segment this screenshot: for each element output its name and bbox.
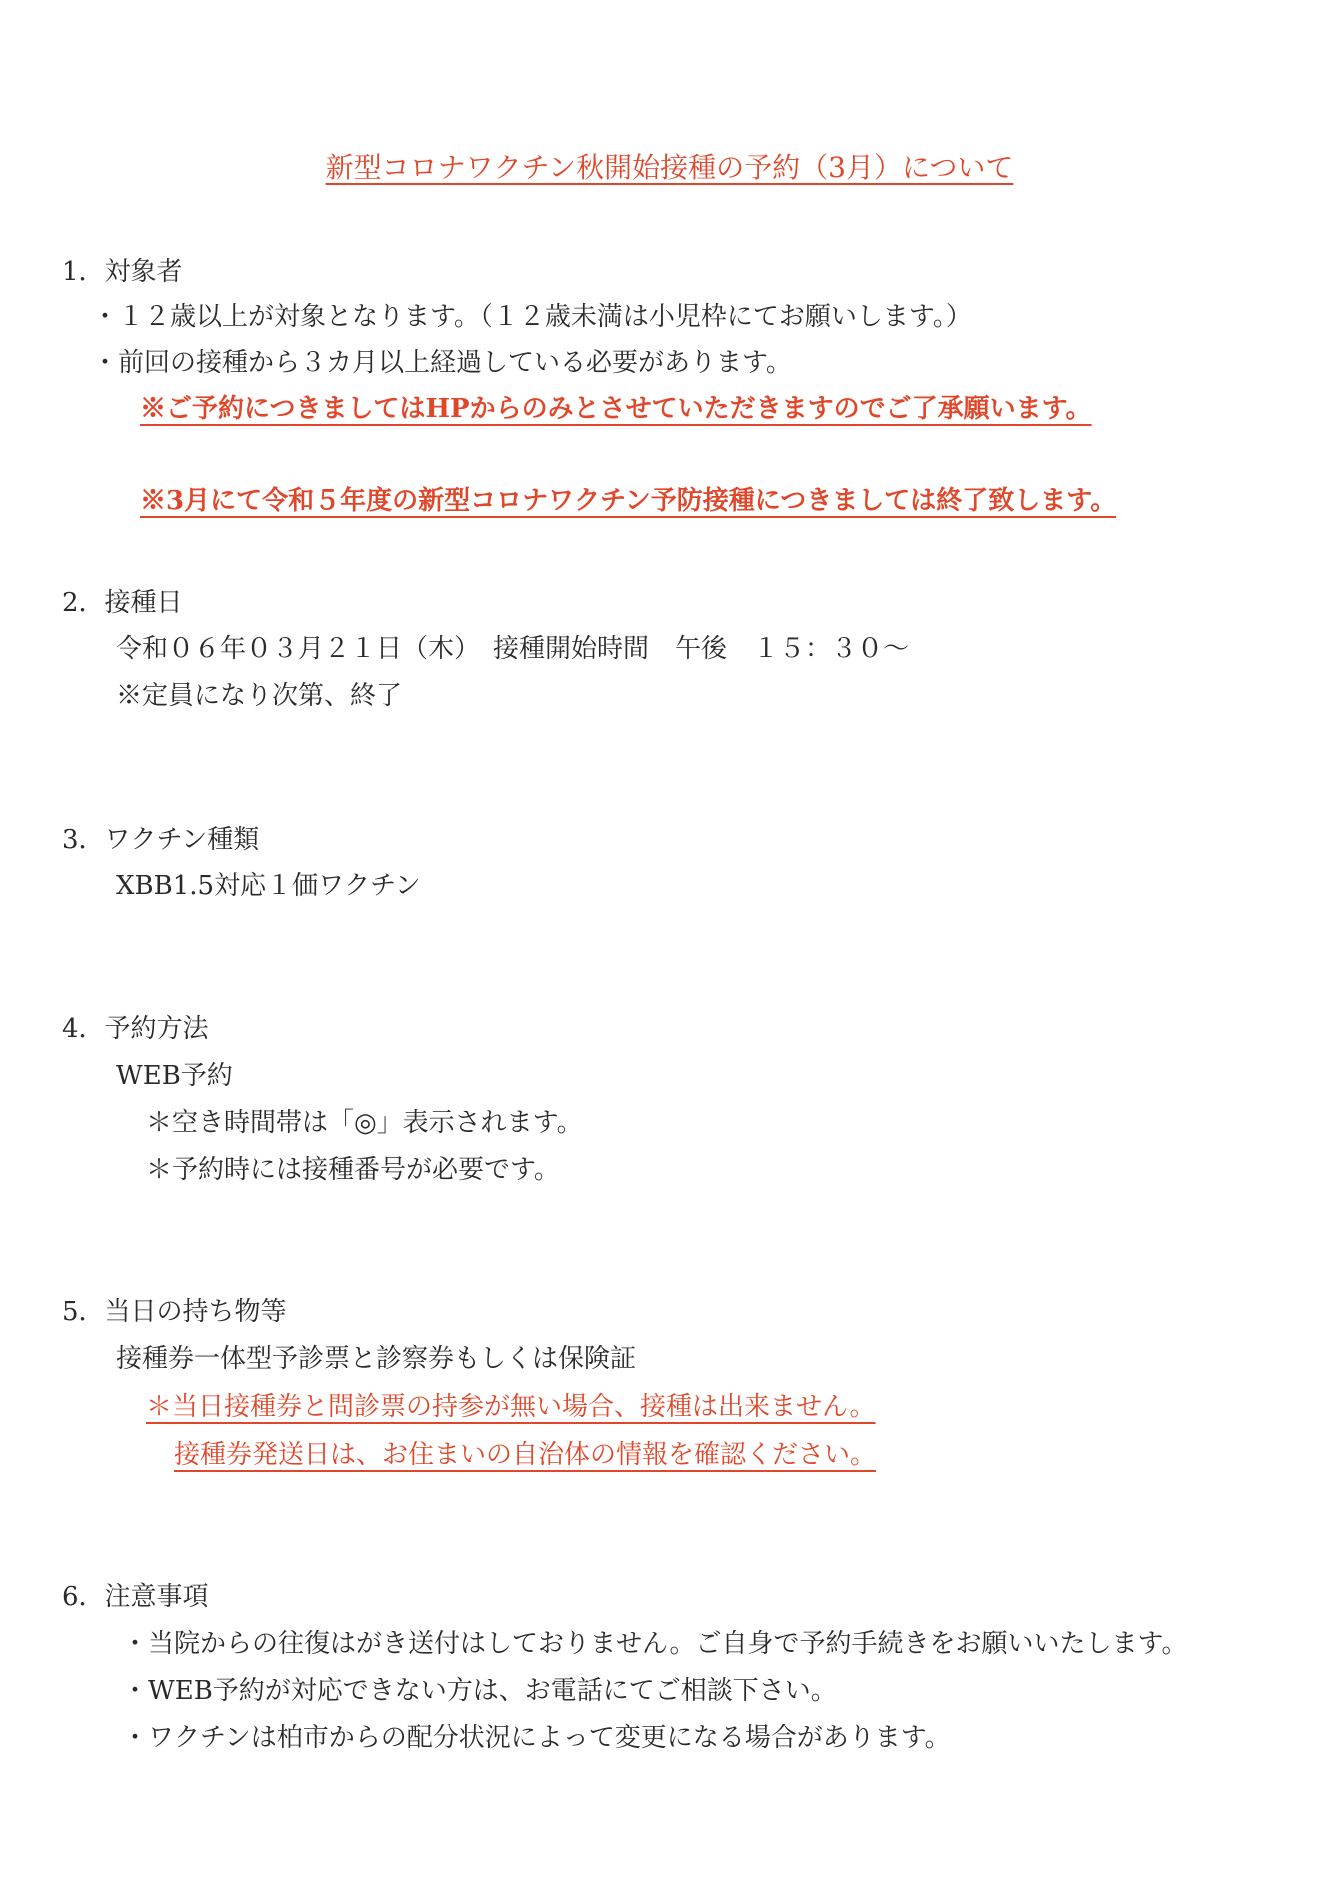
- section4-note-number: ＊予約時には接種番号が必要です。: [146, 1155, 560, 1185]
- section6-note-postcard: ・当院からの往復はがき送付はしておりません。ご自身で予約手続きをお願いいたします。: [122, 1629, 1188, 1659]
- document-title-text: 新型コロナワクチン秋開始接種の予約（3月）について: [325, 151, 1014, 184]
- section3-heading: 3．ワクチン種類: [62, 825, 260, 855]
- section1-bullet-interval: ・前回の接種から３カ月以上経過している必要があります。: [92, 348, 792, 378]
- section5-warning-missing: ＊当日接種券と問診票の持参が無い場合、接種は出来ません。: [146, 1392, 876, 1422]
- section1-bullet-age: ・１２歳以上が対象となります。（１２歳未満は小児枠にてお願いします。）: [92, 302, 972, 332]
- section1-notice-program-end: ※3月にて令和５年度の新型コロナワクチン予防接種につきましては終了致します。: [140, 486, 1117, 516]
- section1-heading: 1．対象者: [62, 257, 183, 287]
- document-title: [0, 150, 1339, 186]
- section5-heading: 5．当日の持ち物等: [62, 1297, 287, 1327]
- section5-items: 接種券一体型予診票と診察券もしくは保険証: [116, 1344, 637, 1374]
- section2-capacity-note: ※定員になり次第、終了: [116, 681, 403, 711]
- section4-method: WEB予約: [116, 1061, 233, 1091]
- section6-note-supply: ・ワクチンは柏市からの配分状況によって変更になる場合があります。: [122, 1723, 951, 1753]
- section4-note-available: ＊空き時間帯は「◎」表示されます。: [146, 1108, 583, 1138]
- section2-heading: 2．接種日: [62, 588, 183, 618]
- section5-warning-check: 接種券発送日は、お住まいの自治体の情報を確認ください。: [174, 1440, 877, 1470]
- section3-vaccine-type: XBB1.5対応１価ワクチン: [116, 871, 421, 901]
- section6-heading: 6．注意事項: [62, 1582, 209, 1612]
- section1-notice-hp-only: ※ご予約につきましてはHPからのみとさせていただきますのでご了承願います。: [140, 394, 1092, 424]
- section4-heading: 4．予約方法: [62, 1014, 209, 1044]
- section2-date: 令和０６年０３月２１日（木） 接種開始時間 午後 １５：３０～: [116, 634, 910, 664]
- section6-note-phone: ・WEB予約が対応できない方は、お電話にてご相談下さい。: [122, 1676, 837, 1706]
